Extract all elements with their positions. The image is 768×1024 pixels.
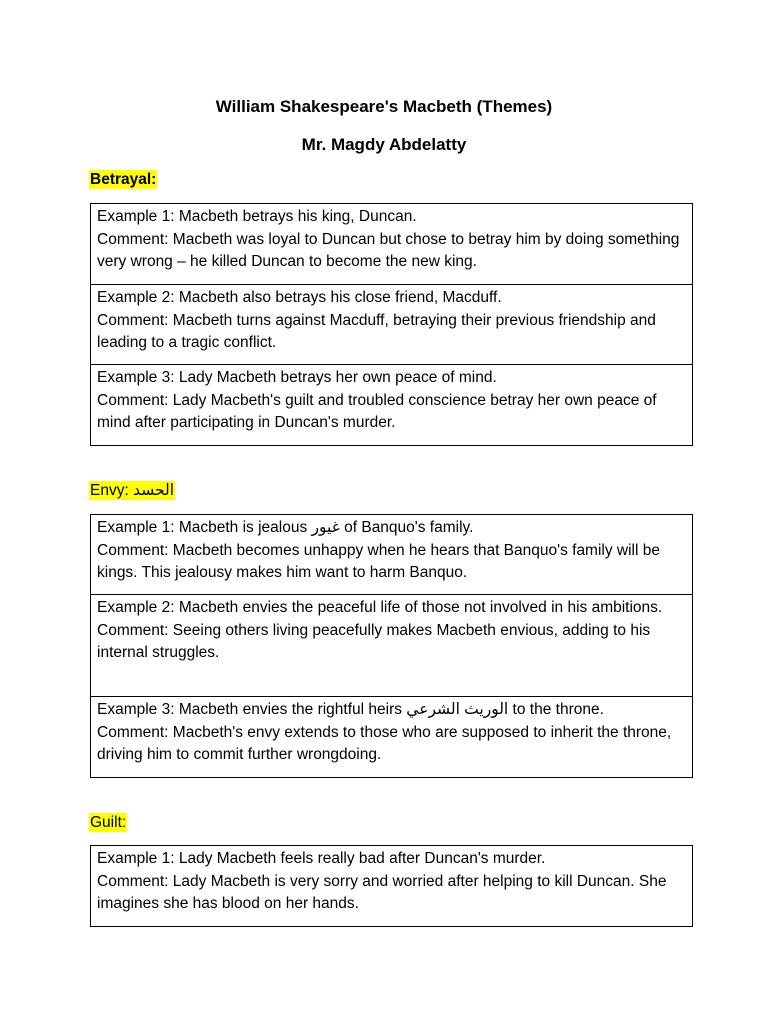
section-heading-betrayal [89,170,157,189]
example-text: Example 3: Lady Macbeth betrays her own peace of mind. [97,369,497,386]
comment-text: Comment: Lady Macbeth is very sorry and worried after helping to kill Duncan. She imagines she has blood on her hands. [97,872,667,912]
example-text: Example 2: Macbeth envies the peaceful life of those not involved in his ambitions. [97,599,663,616]
document-title: William Shakespeare's Macbeth (Themes) [215,97,553,116]
betrayal-table [90,203,693,446]
guilt-table [90,845,693,927]
example-arabic-text: غيور [311,519,340,536]
example-text-end: to the throne. [508,701,604,718]
section-heading-guilt [89,813,127,832]
example-text-end: of Banquo's family. [339,519,474,536]
table-row [90,365,693,446]
table-row [90,515,693,595]
comment-text: Comment: Seeing others living peacefully makes Macbeth envious, adding to his internal struggles. [97,621,651,661]
comment-text: Comment: Macbeth's envy extends to those who are supposed to inherit the throne, driving him to commit further wrongdoing. [97,723,672,763]
comment-text: Comment: Macbeth turns against Macduff, betraying their previous friendship and leading to a tragic conflict. [97,311,656,351]
document-author: Mr. Magdy Abdelatty [301,135,467,154]
example-text: Example 1: Macbeth betrays his king, Duncan. [97,208,417,225]
comment-text: Comment: Macbeth becomes unhappy when he hears that Banquo's family will be kings. This jealousy makes him want to harm Banquo. [97,541,660,581]
comment-text: Comment: Macbeth was loyal to Duncan but chose to betray him by doing something very wrong – he killed Duncan to become the new king. [97,230,680,270]
section-heading-label: Guilt: [90,814,127,831]
table-row [90,595,693,697]
section-heading-arabic: الحسد [133,482,175,499]
example-arabic-text: الوريث الشرعي [406,701,509,718]
section-heading-label: Betrayal: [90,171,157,188]
table-row [90,285,693,365]
example-text-start: Example 1: Macbeth is jealous [97,519,312,536]
section-heading-envy [89,481,175,500]
table-row [90,204,693,285]
example-text-start: Example 3: Macbeth envies the rightful heirs [97,701,407,718]
example-text: Example 2: Macbeth also betrays his close friend, Macduff. [97,289,502,306]
comment-text: Comment: Lady Macbeth's guilt and troubled conscience betray her own peace of mind after participating in Duncan's murder. [97,391,657,431]
envy-table [90,514,693,778]
table-row [90,846,693,927]
example-text [97,517,686,540]
section-heading-label: Envy: [90,482,129,499]
table-row [90,697,693,778]
example-text: Example 1: Lady Macbeth feels really bad after Duncan's murder. [97,850,546,867]
example-text [97,699,686,722]
